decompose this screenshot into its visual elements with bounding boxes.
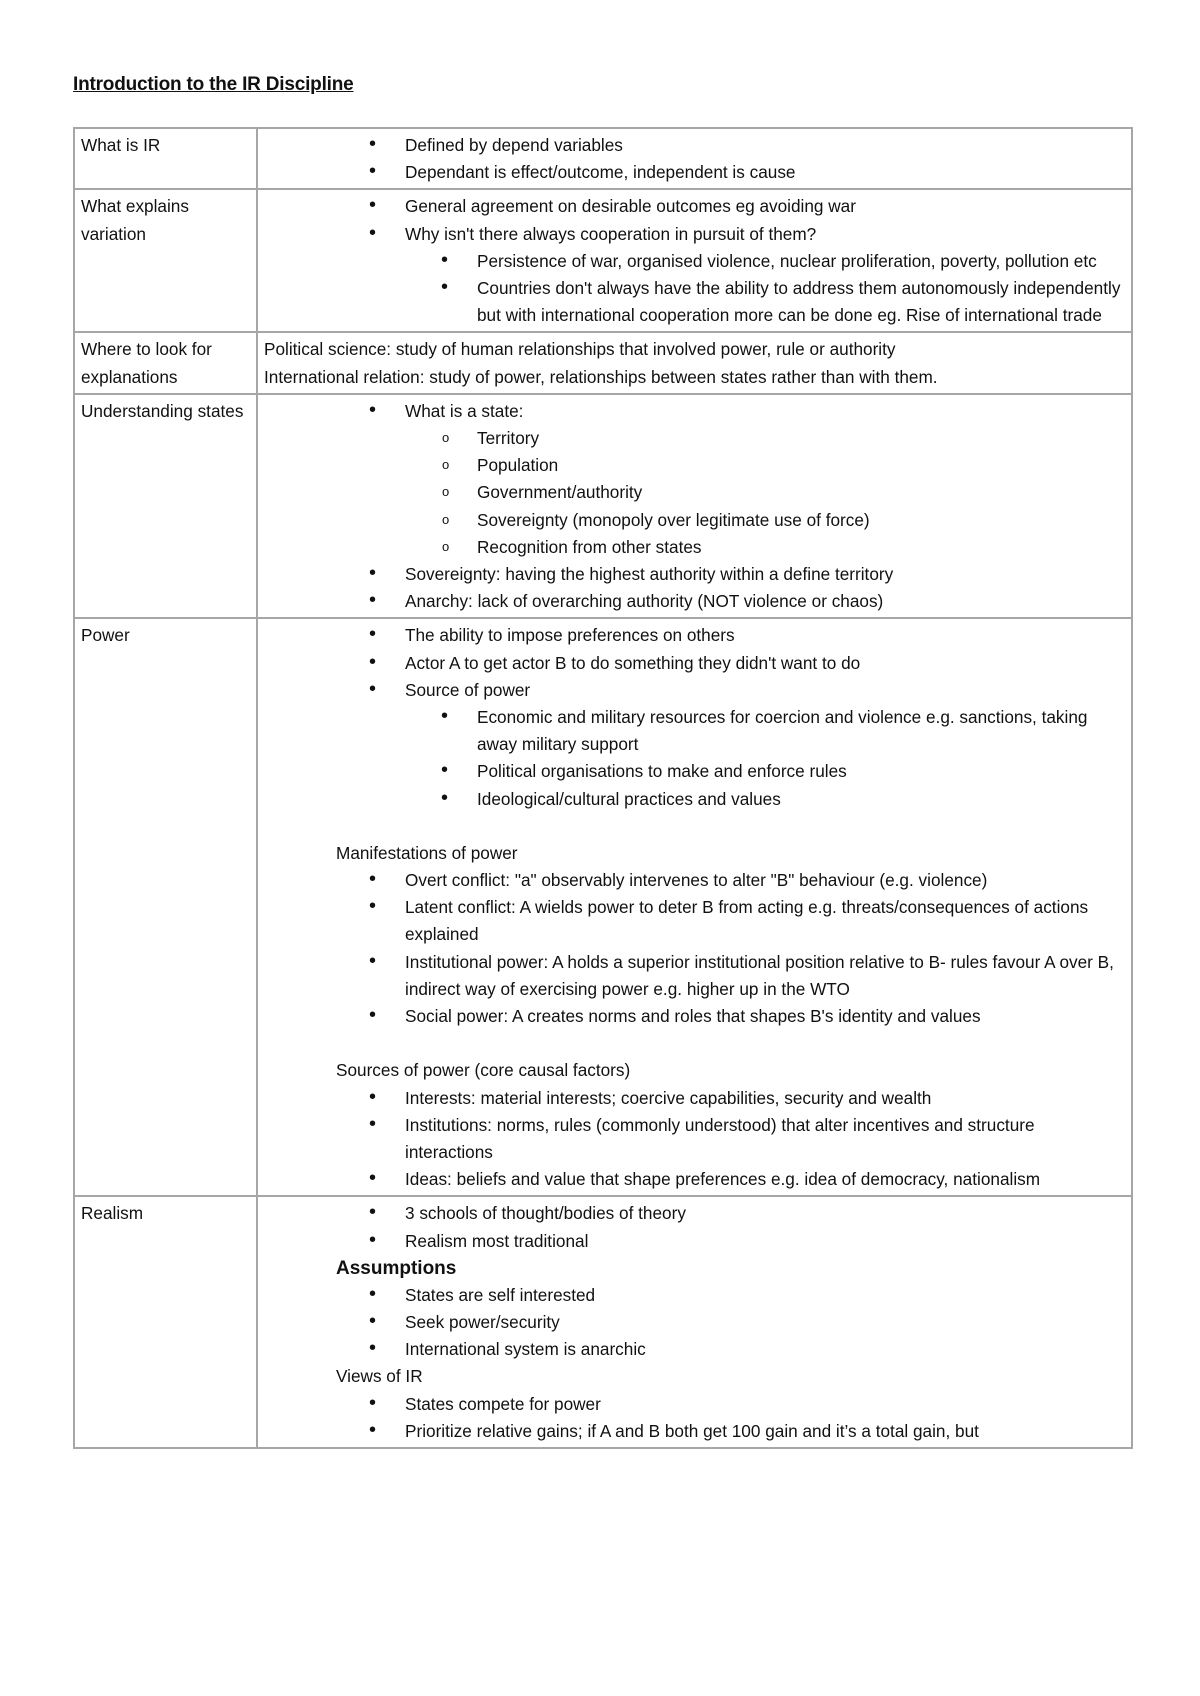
list-item: • Social power: A creates norms and roles that shapes B's identity and values: [369, 1003, 1126, 1030]
bullet-list: [369, 1200, 1126, 1254]
spacer: [264, 813, 1126, 840]
bullet-list-nested: [441, 704, 1126, 813]
row-label: Where to look for explanations: [74, 332, 257, 393]
table-row: [74, 128, 1132, 189]
list-item: o Population: [441, 452, 1126, 479]
list-item: • Sovereignty: having the highest authority within a define territory: [369, 561, 1126, 588]
list-item: o Territory: [441, 425, 1126, 452]
list-item: • Ideological/cultural practices and values: [441, 786, 1126, 813]
list-item: • The ability to impose preferences on others: [369, 622, 1126, 649]
list-item: • Why isn't there always cooperation in pursuit of them?: [369, 221, 1126, 248]
list-item: • Realism most traditional: [369, 1228, 1126, 1255]
row-label: Understanding states: [74, 394, 257, 619]
list-item: • Defined by depend variables: [369, 132, 1126, 159]
list-item: • Institutional power: A holds a superior institutional position relative to B- rules favour A over B, indirect way of exercising power e.g. higher up in the WTO: [369, 949, 1126, 1003]
list-item: o Recognition from other states: [441, 534, 1126, 561]
list-item: o Government/authority: [441, 479, 1126, 506]
list-item: • Seek power/security: [369, 1309, 1126, 1336]
list-item: • Actor A to get actor B to do something they didn't want to do: [369, 650, 1126, 677]
list-item: • Countries don't always have the ability to address them autonomously independently but with international cooperation more can be done eg. Rise of international trade: [441, 275, 1126, 329]
section-heading: Assumptions: [336, 1257, 457, 1279]
list-item: • Political organisations to make and enforce rules: [441, 758, 1126, 785]
section-heading: Manifestations of power: [336, 842, 518, 863]
list-item: • 3 schools of thought/bodies of theory: [369, 1200, 1126, 1227]
circle-list: [441, 425, 1126, 561]
table-row: [74, 1196, 1132, 1448]
list-item: • Interests: material interests; coercive capabilities, security and wealth: [369, 1085, 1126, 1112]
list-item: • Source of power: [369, 677, 1126, 704]
row-content: [257, 1196, 1132, 1448]
bullet-list-nested-wrapper: [369, 425, 1126, 561]
bullet-list: [369, 1391, 1126, 1445]
bullet-list-nested: [441, 248, 1126, 330]
list-item-wrapper: [369, 425, 1126, 561]
list-item: • What is a state:: [369, 398, 1126, 425]
list-item: • Prioritize relative gains; if A and B both get 100 gain and it’s a total gain, but: [369, 1418, 1126, 1445]
list-item-wrapper: [369, 248, 1126, 330]
row-content: [257, 394, 1132, 619]
list-item: • Ideas: beliefs and value that shape preferences e.g. idea of democracy, nationalism: [369, 1166, 1126, 1193]
row-content: [257, 128, 1132, 189]
table-row: [74, 618, 1132, 1196]
row-label: What explains variation: [74, 189, 257, 332]
bullet-list: [369, 867, 1126, 1030]
list-item: • States compete for power: [369, 1391, 1126, 1418]
bullet-list: [369, 132, 1126, 186]
table-row: [74, 332, 1132, 393]
list-item: • Anarchy: lack of overarching authority (NOT violence or chaos): [369, 588, 1126, 615]
bullet-list: [369, 398, 1126, 425]
bullet-list: [369, 1282, 1126, 1364]
list-item: • States are self interested: [369, 1282, 1126, 1309]
list-item: • Overt conflict: "a" observably intervenes to alter "B" behaviour (e.g. violence): [369, 867, 1126, 894]
list-item: • Dependant is effect/outcome, independent is cause: [369, 159, 1126, 186]
text-line: International relation: study of power, relationships between states rather than with them.: [264, 366, 938, 387]
row-label: Power: [74, 618, 257, 1196]
list-item: • International system is anarchic: [369, 1336, 1126, 1363]
list-item: • Institutions: norms, rules (commonly understood) that alter incentives and structure interactions: [369, 1112, 1126, 1166]
row-content: [257, 189, 1132, 332]
row-content: [257, 332, 1132, 393]
row-label: What is IR: [74, 128, 257, 189]
page-title: Introduction to the IR Discipline: [73, 74, 354, 95]
section-heading: Views of IR: [336, 1366, 423, 1387]
list-item: o Sovereignty (monopoly over legitimate use of force): [441, 507, 1126, 534]
list-item: • Latent conflict: A wields power to deter B from acting e.g. threats/consequences of actions explained: [369, 894, 1126, 948]
list-item: • General agreement on desirable outcomes eg avoiding war: [369, 193, 1126, 220]
bullet-list-nested-wrapper: [369, 704, 1126, 813]
table-row: [74, 394, 1132, 619]
row-label: Realism: [74, 1196, 257, 1448]
list-item: • Economic and military resources for coercion and violence e.g. sanctions, taking away military support: [441, 704, 1126, 758]
section-heading: Sources of power (core causal factors): [336, 1060, 631, 1081]
spacer: [264, 1030, 1126, 1057]
list-item-wrapper: [369, 704, 1126, 813]
bullet-list: [369, 1085, 1126, 1194]
text-line: Political science: study of human relationships that involved power, rule or authority: [264, 339, 896, 360]
row-content: [257, 618, 1132, 1196]
bullet-list-nested-wrapper: [369, 248, 1126, 330]
notes-table: [73, 127, 1133, 1449]
bullet-list: [369, 561, 1126, 615]
list-item: • Persistence of war, organised violence, nuclear proliferation, poverty, pollution etc: [441, 248, 1126, 275]
bullet-list: [369, 622, 1126, 704]
bullet-list: [369, 193, 1126, 247]
table-row: [74, 189, 1132, 332]
